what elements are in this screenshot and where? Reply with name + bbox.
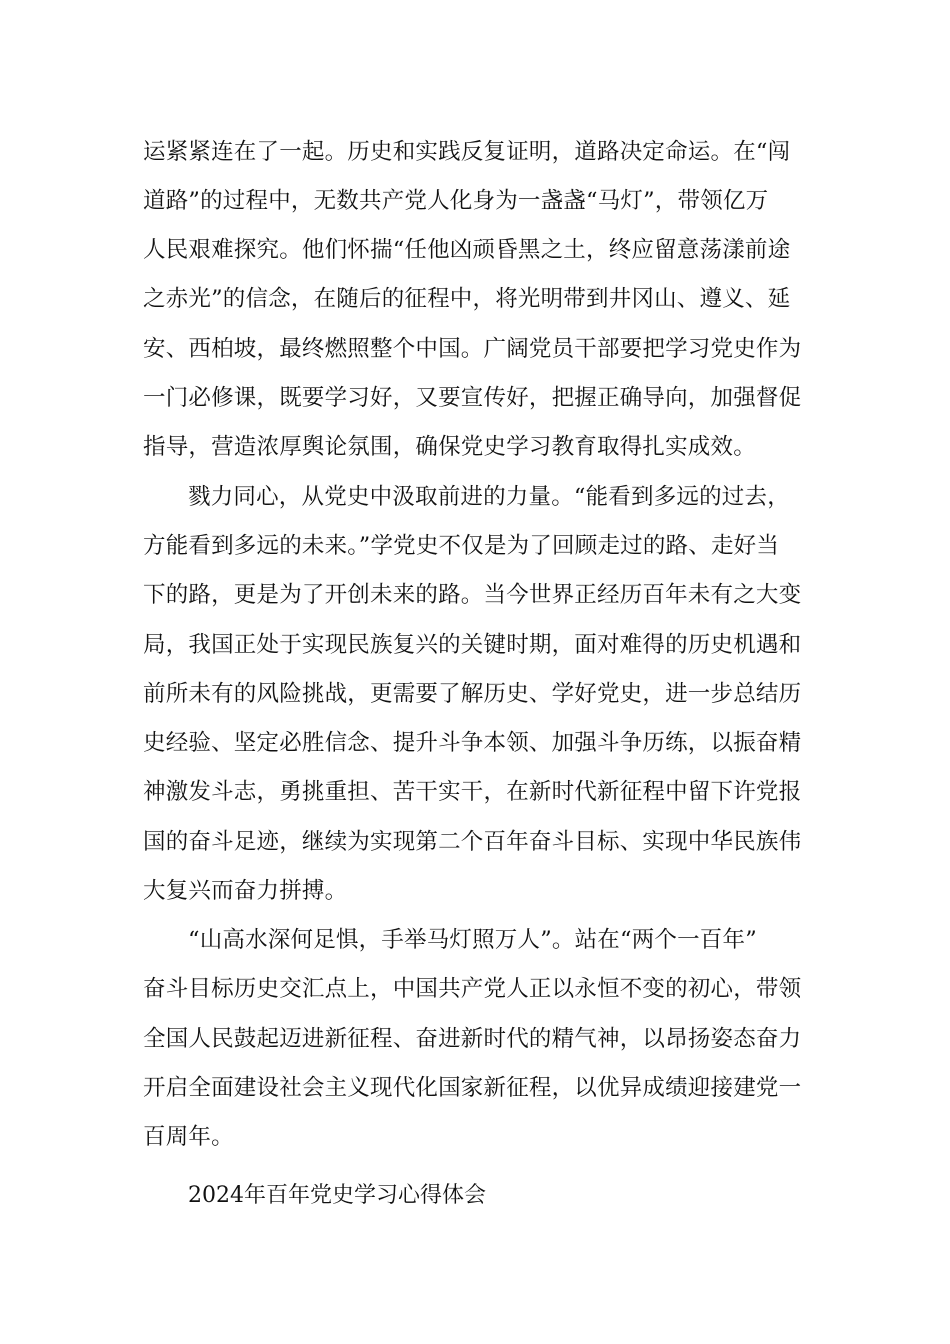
paragraph-2-line-6: 史经验、坚定必胜信念、提升斗争本领、加强斗争历练，以振奋精 — [143, 730, 802, 756]
paragraph-1-line-4: 之赤光”的信念，在随后的征程中，将光明带到井冈山、遵义、延 — [143, 286, 791, 312]
paragraph-3-line-3: 全国人民鼓起迈进新征程、奋进新时代的精气神，以昂扬姿态奋力 — [143, 1026, 802, 1052]
paragraph-1-line-1: 运紧紧连在了一起。历史和实践反复证明，道路决定命运。在“闯 — [143, 139, 791, 165]
paragraph-1-line-3: 人民艰难探究。他们怀揣“任他凶顽昏黑之土，终应留意荡漾前途 — [143, 237, 791, 263]
next-article-heading: 2024年百年党史学习心得体会 — [188, 1183, 486, 1208]
paragraph-2-line-5: 前所未有的风险挑战，更需要了解历史、学好党史，进一步总结历 — [143, 681, 802, 707]
paragraph-1-line-6: 一门必修课，既要学习好，又要宣传好，把握正确导向，加强督促 — [143, 385, 802, 411]
paragraph-2-line-8: 国的奋斗足迹，继续为实现第二个百年奋斗目标、实现中华民族伟 — [143, 829, 802, 855]
paragraph-2-line-2: 方能看到多远的未来。”学党史不仅是为了回顾走过的路、走好当 — [143, 533, 780, 559]
paragraph-3-line-4: 开启全面建设社会主义现代化国家新征程，以优异成绩迎接建党一 — [143, 1075, 802, 1101]
paragraph-2-line-4: 局，我国正处于实现民族复兴的关键时期，面对难得的历史机遇和 — [143, 632, 802, 658]
paragraph-1-line-2: 道路”的过程中，无数共产党人化身为一盏盏“马灯”，带领亿万 — [143, 188, 769, 214]
paragraph-1-line-5: 安、西柏坡，最终燃照整个中国。广阔党员干部要把学习党史作为 — [143, 336, 802, 362]
paragraph-2-line-1: 戮力同心，从党史中汲取前进的力量。“能看到多远的过去， — [188, 484, 790, 510]
paragraph-1-line-7: 指导，营造浓厚舆论氛围，确保党史学习教育取得扎实成效。 — [143, 434, 756, 460]
paragraph-2-line-3: 下的路，更是为了开创未来的路。当今世界正经历百年未有之大变 — [143, 582, 802, 608]
paragraph-3-line-2: 奋斗目标历史交汇点上，中国共产党人正以永恒不变的初心，带领 — [143, 976, 802, 1002]
paragraph-2-line-9: 大复兴而奋力拼搏。 — [143, 878, 348, 904]
paragraph-3-line-5: 百周年。 — [143, 1124, 234, 1150]
paragraph-2-line-7: 神激发斗志，勇挑重担、苦干实干，在新时代新征程中留下许党报 — [143, 779, 802, 805]
paragraph-3-line-1: “山高水深何足惧，手举马灯照万人”。站在“两个一百年” — [188, 927, 757, 953]
